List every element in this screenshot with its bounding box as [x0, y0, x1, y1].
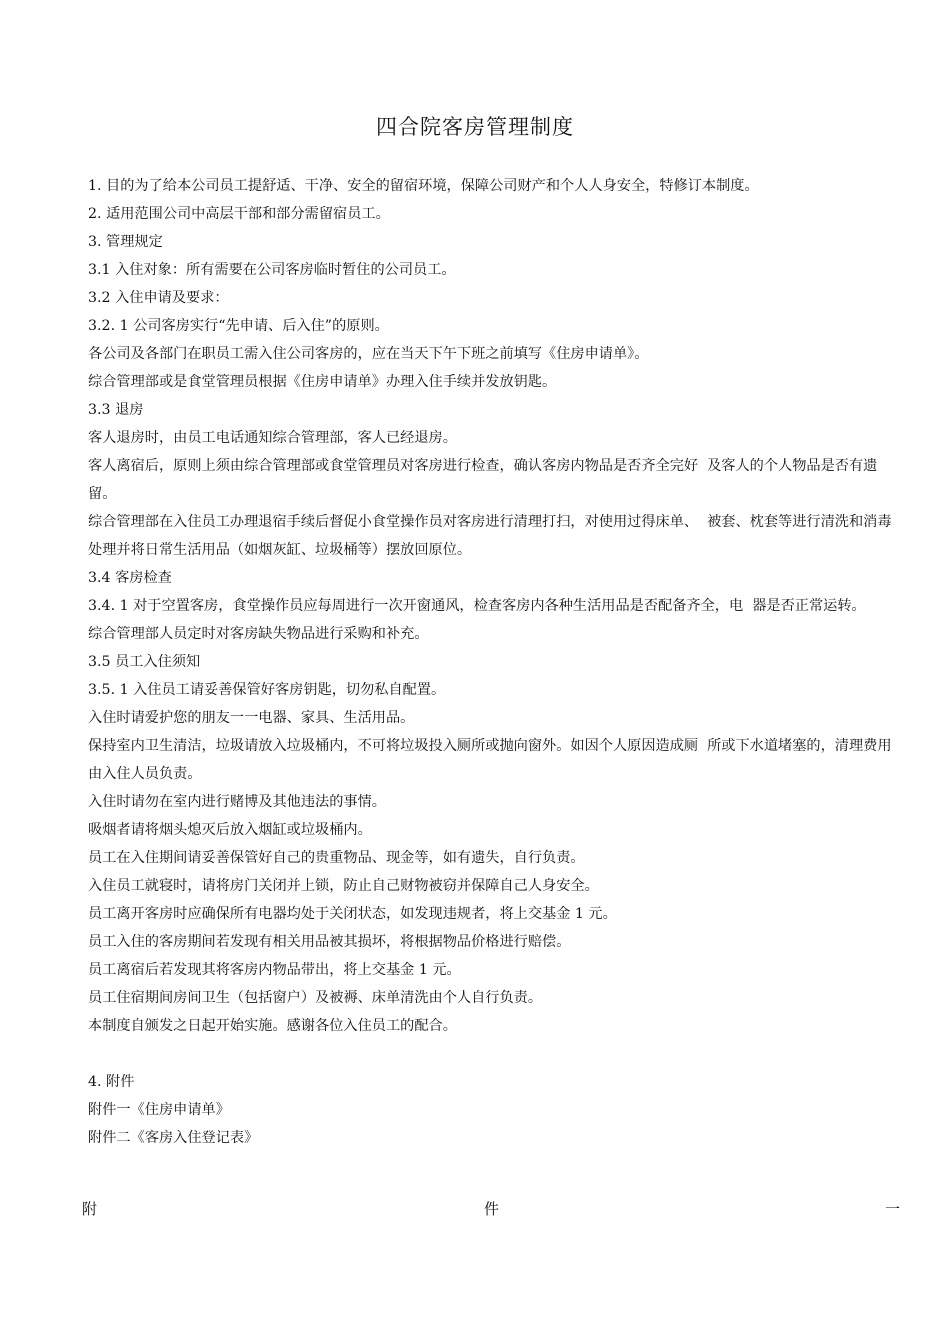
paragraph-smoking: 吸烟者请将烟头熄灭后放入烟缸或垃圾桶内。 [88, 822, 372, 838]
section-heading-3-5: 3.5 员工入住须知 [88, 654, 201, 670]
attachment-heading-char-1: 附 [82, 1200, 98, 1218]
section-heading-3-4: 3.4 客房检查 [88, 570, 172, 586]
attachment-heading-char-2: 件 [484, 1200, 500, 1218]
paragraph-3-2-1: 3.2. 1 公司客房实行“先申请、后入住”的原则。 [88, 318, 389, 334]
paragraph-application: 各公司及各部门在职员工需入住公司客房的，应在当天下午下班之前填写《住房申请单》。 [88, 346, 649, 362]
paragraph-hygiene: 保持室内卫生清洁，垃圾请放入垃圾桶内，不可将垃圾投入厕所或抛向窗外。如因个人原因造成厕 所或下水道堵塞的，清理费用由入住人员负责。 [88, 738, 892, 782]
section-heading-3-2: 3.2 入住申请及要求： [88, 290, 229, 306]
attachment-1: 附件一《住房申请单》 [88, 1102, 230, 1118]
attachment-heading-row [82, 1197, 900, 1221]
paragraph-no-gambling: 入住时请勿在室内进行赌博及其他违法的事情。 [88, 794, 386, 810]
paragraph-checkout-cleaning: 综合管理部在入住员工办理退宿手续后督促小食堂操作员对客房进行清理打扫，对使用过得床单、 被套、枕套等进行清洗和消毒处理并将日常生活用品（如烟灰缸、垃圾桶等）摆放回原位。 [88, 514, 892, 558]
paragraph-3-4-1: 3.4. 1 对于空置客房，食堂操作员应每周进行一次开窗通风，检查客房内各种生活用品是否配备齐全，电 器是否正常运转。 [88, 598, 866, 614]
paragraph-scope: 2. 适用范围公司中高层干部和部分需留宿员工。 [88, 206, 390, 222]
paragraph-care: 入住时请爱护您的朋友一一电器、家具、生活用品。 [88, 710, 415, 726]
section-heading-attachments: 4. 附件 [88, 1074, 135, 1090]
section-heading-3-3: 3.3 退房 [88, 402, 144, 418]
paragraph-self-cleaning: 员工住宿期间房间卫生（包括窗户）及被褥、床单清洗由个人自行负责。 [88, 990, 543, 1006]
paragraph-restock: 综合管理部人员定时对客房缺失物品进行采购和补充。 [88, 626, 429, 642]
paragraph-3-5-1: 3.5. 1 入住员工请妥善保管好客房钥匙，切勿私自配置。 [88, 682, 446, 698]
paragraph-keys: 综合管理部或是食堂管理员根据《住房申请单》办理入住手续并发放钥匙。 [88, 374, 557, 390]
document-title: 四合院客房管理制度 [376, 115, 574, 139]
paragraph-checkout-notice: 客人退房时，由员工电话通知综合管理部，客人已经退房。 [88, 430, 457, 446]
attachment-2: 附件二《客房入住登记表》 [88, 1130, 259, 1146]
paragraph-effective: 本制度自颁发之日起开始实施。感谢各位入住员工的配合。 [88, 1018, 457, 1034]
paragraph-gap [88, 1040, 896, 1068]
paragraph-3-1: 3.1 入住对象：所有需要在公司客房临时暂住的公司员工。 [88, 262, 456, 278]
section-heading-rules: 3. 管理规定 [88, 234, 163, 250]
paragraph-electrical: 员工离开客房时应确保所有电器均处于关闭状态，如发现违规者，将上交基金 1 元。 [88, 906, 617, 922]
document-body [88, 172, 896, 1152]
paragraph-checkout-inspection: 客人离宿后，原则上须由综合管理部或食堂管理员对客房进行检查，确认客房内物品是否齐全完好 及客人的个人物品是否有遗留。 [88, 458, 878, 502]
paragraph-purpose: 1. 目的为了给本公司员工提舒适、干净、安全的留宿环境，保障公司财产和个人人身安全，特修订本制度。 [88, 178, 759, 194]
paragraph-valuables: 员工在入住期间请妥善保管好自己的贵重物品、现金等，如有遗失，自行负责。 [88, 850, 585, 866]
paragraph-lock-door: 入住员工就寝时，请将房门关闭并上锁，防止自己财物被窃并保障自己人身安全。 [88, 878, 599, 894]
paragraph-removal: 员工离宿后若发现其将客房内物品带出，将上交基金 1 元。 [88, 962, 461, 978]
paragraph-damage: 员工入住的客房期间若发现有相关用品被其损坏，将根据物品价格进行赔偿。 [88, 934, 571, 950]
attachment-heading-char-3: 一 [884, 1200, 900, 1218]
